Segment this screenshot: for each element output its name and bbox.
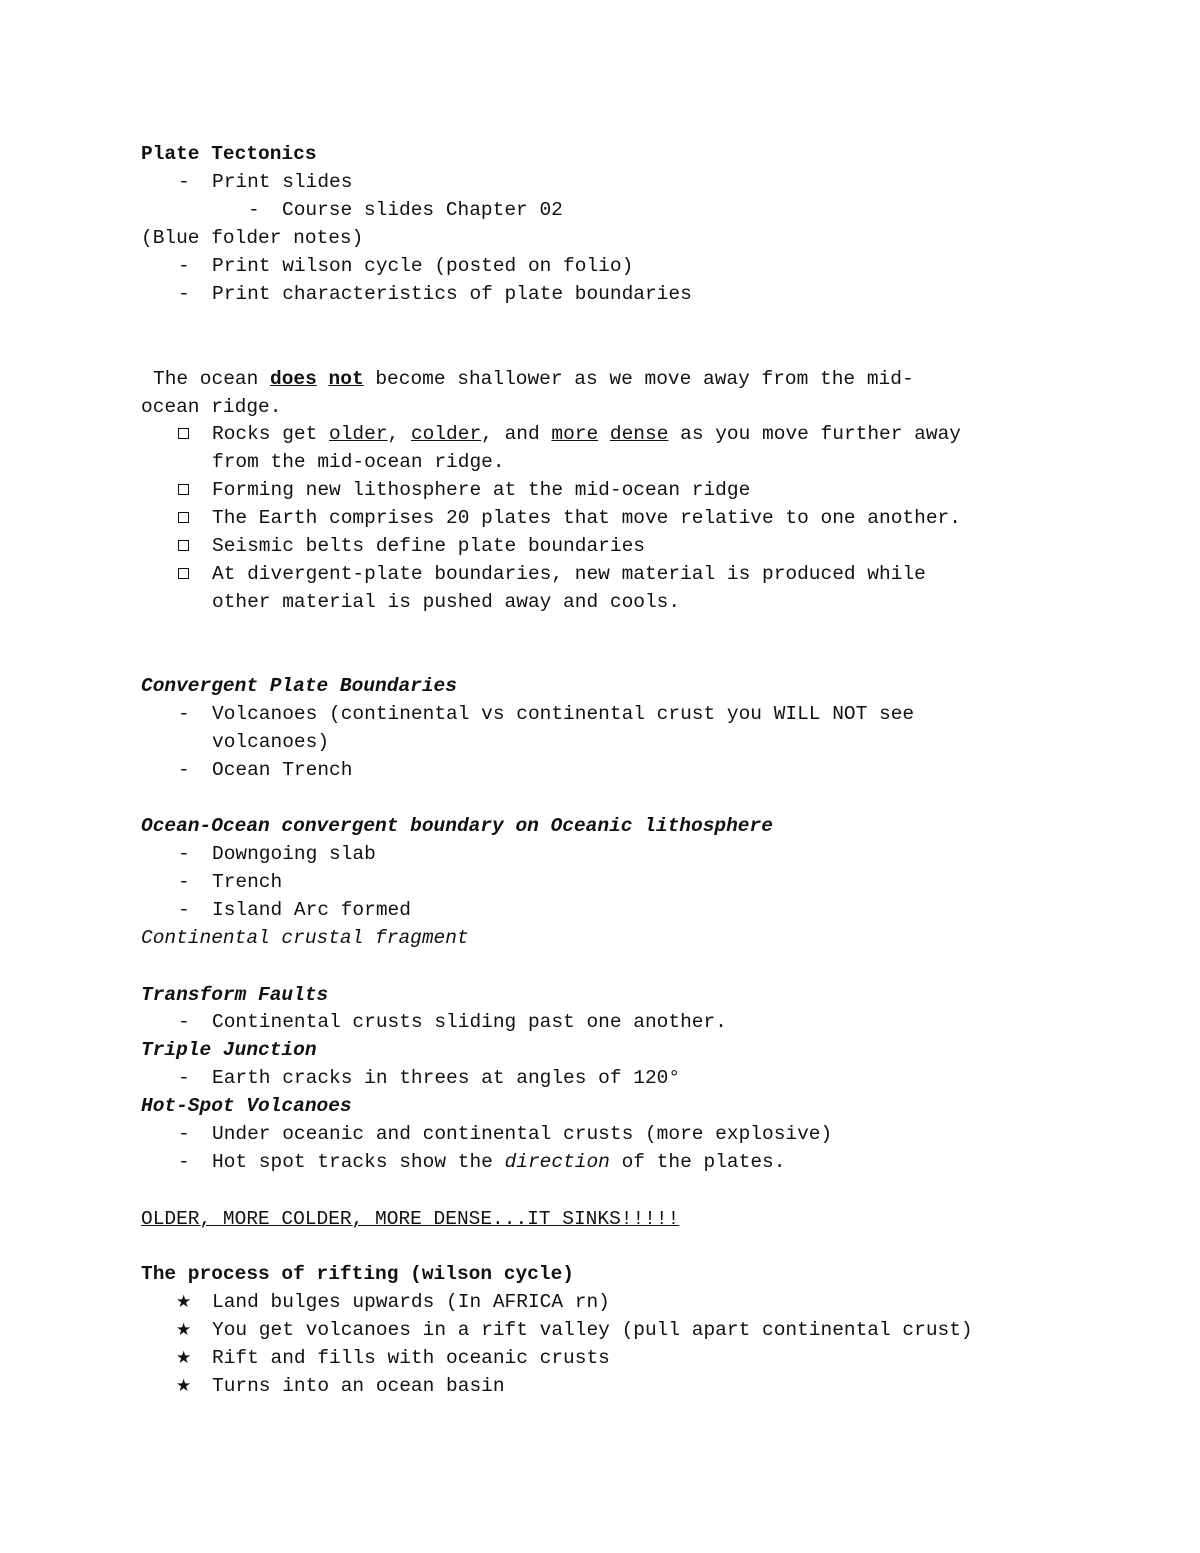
dash-marker: - [178,1067,190,1089]
checkbox-bullet-icon [178,540,189,551]
paragraph-line: ocean ridge. [141,396,282,418]
list-item: At divergent-plate boundaries, new material is produced while [212,563,926,585]
checkbox-bullet-icon [178,512,189,523]
list-item: Forming new lithosphere at the mid-ocean ridge [212,479,751,501]
list-item: The Earth comprises 20 plates that move relative to one another. [212,507,961,529]
checkbox-bullet-icon [178,428,189,439]
checkbox-bullet-icon [178,484,189,495]
dash-marker: - [178,703,190,725]
list-item-continuation: other material is pushed away and cools. [212,591,681,613]
underlined-statement: OLDER, MORE COLDER, MORE DENSE...IT SINKS!!!!! [141,1208,680,1230]
underlined-dense: dense [609,423,669,445]
underlined-older: older [329,423,388,445]
list-item: Rift and fills with oceanic crusts [212,1347,610,1369]
list-item: Print slides [212,171,353,193]
text-run: Rocks get [212,423,330,445]
star-bullet-icon: ★ [176,1292,192,1312]
text-run: become shallower as we move away from the mid- [363,368,914,390]
list-item-continuation: volcanoes) [212,731,330,753]
underlined-colder: colder [410,423,482,445]
dash-marker: - [178,899,190,921]
list-item: Print wilson cycle (posted on folio) [212,255,634,277]
list-item: Seismic belts define plate boundaries [212,535,645,557]
dash-marker: - [178,1123,190,1145]
dash-marker: - [178,871,190,893]
list-item-continuation: from the mid-ocean ridge. [212,451,505,473]
list-item [212,1148,785,1176]
list-item: Ocean Trench [212,759,353,781]
dash-marker: - [178,283,190,305]
heading-hot-spot: Hot-Spot Volcanoes [141,1095,352,1117]
text-run [598,423,610,445]
star-bullet-icon: ★ [176,1320,192,1340]
dash-marker: - [178,1151,190,1173]
heading-ocean-ocean: Ocean-Ocean convergent boundary on Oceanic lithosphere [141,815,773,837]
list-item: Downgoing slab [212,843,376,865]
text-run: , and [481,423,552,445]
note-text: (Blue folder notes) [141,227,364,249]
text-run: Hot spot tracks show the [212,1151,505,1173]
text-run: of the plates. [609,1151,786,1173]
heading-convergent: Convergent Plate Boundaries [141,675,457,697]
underlined-more: more [551,423,599,445]
text-run: as you move further away [668,423,961,445]
heading-rifting: The process of rifting (wilson cycle) [141,1263,574,1285]
text-run: The ocean [153,368,271,390]
dash-marker: - [178,1011,190,1033]
list-item: Island Arc formed [212,899,411,921]
list-item: Earth cracks in threes at angles of 120° [212,1067,681,1089]
list-item: Continental crusts sliding past one another. [212,1011,727,1033]
paragraph-line [153,365,914,393]
list-item: Land bulges upwards (In AFRICA rn) [212,1291,610,1313]
list-item: Print characteristics of plate boundaries [212,283,692,305]
italic-direction: direction [504,1151,610,1173]
dash-marker: - [178,843,190,865]
emphasis-does: does [270,368,317,390]
list-item: Course slides Chapter 02 [282,199,563,221]
dash-marker: - [178,759,190,781]
dash-marker: - [248,199,260,221]
list-item [212,420,961,448]
emphasis-not: not [328,368,364,390]
dash-marker: - [178,171,190,193]
text-run: , [387,423,411,445]
heading-triple-junction: Triple Junction [141,1039,317,1061]
list-item: You get volcanoes in a rift valley (pull apart continental crust) [212,1319,973,1341]
list-item: Volcanoes (continental vs continental crust you WILL NOT see [212,703,915,725]
list-item: Turns into an ocean basin [212,1375,505,1397]
heading-transform-faults: Transform Faults [141,984,329,1006]
note-text: Continental crustal fragment [141,927,469,949]
checkbox-bullet-icon [178,568,189,579]
heading-plate-tectonics: Plate Tectonics [141,143,317,165]
star-bullet-icon: ★ [176,1348,192,1368]
star-bullet-icon: ★ [176,1376,192,1396]
list-item: Trench [212,871,283,893]
list-item: Under oceanic and continental crusts (more explosive) [212,1123,833,1145]
text-run [317,368,329,390]
dash-marker: - [178,255,190,277]
